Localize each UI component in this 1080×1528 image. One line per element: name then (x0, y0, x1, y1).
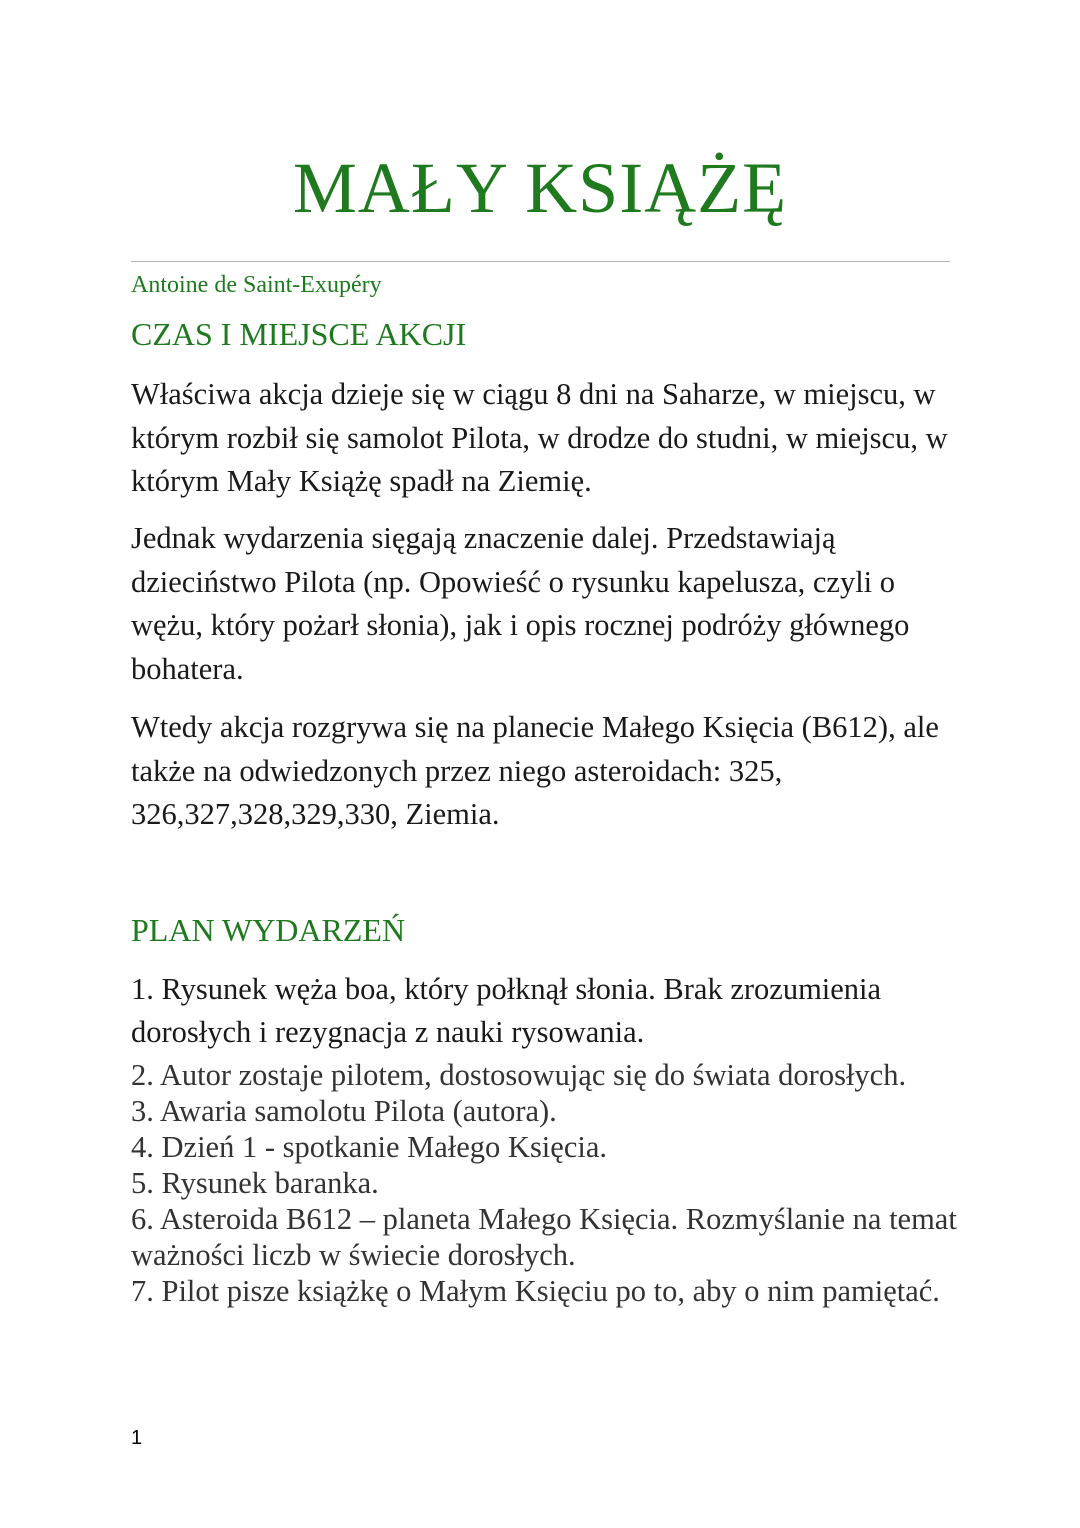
paragraph-time-place-1: Właściwa akcja dzieje się w ciągu 8 dni na Saharze, w miejscu, w którym rozbił się samolot Pilota, w drodze do studni, w miejscu, w którym Mały Książę spadł na Ziemię. (131, 377, 948, 498)
section-heading-time-place: CZAS I MIEJSCE AKCJI (131, 316, 467, 352)
document-title: MAŁY KSIĄŻĘ (292, 148, 788, 228)
paragraph-time-place-3: Wtedy akcja rozgrywa się na planecie Małego Księcia (B612), ale także na odwiedzonych przez niego asteroidach: 325, 326,327,328,329,330, Ziemia. (131, 710, 939, 831)
list-item: 3. Awaria samolotu Pilota (autora). (131, 1094, 557, 1128)
section-heading-event-plan: PLAN WYDARZEŃ (131, 912, 406, 948)
list-item: 7. Pilot pisze książkę o Małym Księciu po to, aby o nim pamiętać. (131, 1274, 940, 1308)
list-item: 2. Autor zostaje pilotem, dostosowując się do świata dorosłych. (131, 1058, 907, 1092)
author-name: Antoine de Saint-Exupéry (131, 272, 382, 298)
event-plan-list (131, 968, 961, 1309)
title-divider (131, 261, 950, 262)
list-item: 6. Asteroida B612 – planeta Małego Księcia. Rozmyślanie na temat ważności liczb w świecie dorosłych. (131, 1202, 957, 1272)
list-item: 1. Rysunek węża boa, który połknął słonia. Brak zrozumienia dorosłych i rezygnacja z nauki rysowania. (131, 972, 882, 1049)
page-number: 1 (131, 1427, 143, 1449)
list-item: 4. Dzień 1 - spotkanie Małego Księcia. (131, 1130, 607, 1164)
paragraph-time-place-2: Jednak wydarzenia sięgają znaczenie dalej. Przedstawiają dzieciństwo Pilota (np. Opowieść o rysunku kapelusza, czyli o wężu, który pożarł słonia), jak i opis rocznej podróży głównego bohatera. (131, 521, 910, 686)
list-item: 5. Rysunek baranka. (131, 1166, 379, 1200)
